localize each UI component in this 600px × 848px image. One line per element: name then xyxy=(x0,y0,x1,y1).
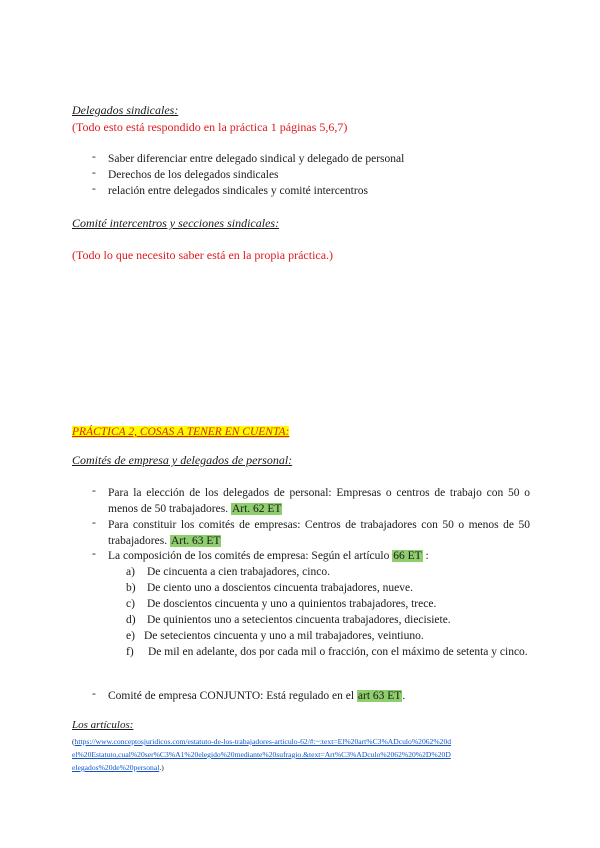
sub-item-text: De doscientos cincuenta y uno a quinientos trabajadores, trece. xyxy=(147,598,437,610)
item-text: Para la elección de los delegados de personal: Empresas o centros de trabajo con 50 o menos de 50 trabajadores. xyxy=(108,487,530,515)
list-item xyxy=(108,688,405,704)
articulos-link-line1[interactable]: https://www.conceptosjuridicos.com/estatuto-de-los-trabajadores-articulo-62/#:~:text=El%20art%C3%ADculo%2062%20d xyxy=(74,737,452,746)
bullet-dash: - xyxy=(92,517,96,529)
section-heading-delegados: Delegados sindicales: xyxy=(72,103,179,117)
sub-item-text: De setecientos cincuenta y uno a mil trabajadores, veintiuno. xyxy=(144,630,424,642)
list-item: Saber diferenciar entre delegado sindical y delegado de personal xyxy=(108,153,405,165)
sub-item-letter: c) xyxy=(126,598,135,610)
section-note: (Todo esto está respondido en la práctica 1 páginas 5,6,7) xyxy=(72,120,348,134)
sub-item-letter: d) xyxy=(126,614,136,626)
paren-open: ( xyxy=(72,737,75,746)
bullet-dash: - xyxy=(92,167,96,179)
sub-item-letter: f) xyxy=(126,646,134,658)
section-heading-comite: Comité intercentros y secciones sindicales: xyxy=(72,216,280,230)
bullet-dash: - xyxy=(92,688,96,700)
articulos-link-line3[interactable]: elegados%20de%20personal xyxy=(72,763,160,772)
bullet-dash: - xyxy=(92,151,96,163)
sub-item-letter: e) xyxy=(126,630,135,642)
articulos-link-block xyxy=(72,734,451,773)
article-ref-badge: Art. 62 ET xyxy=(231,503,282,515)
practica-heading xyxy=(72,422,289,440)
paren-close: .) xyxy=(159,763,164,772)
bullet-dash: - xyxy=(92,485,96,497)
list-item: Derechos de los delegados sindicales xyxy=(108,169,279,181)
item-suffix: . xyxy=(402,690,406,702)
sub-item-text: De quinientos uno a setecientos cincuenta trabajadores, diecisiete. xyxy=(147,614,451,626)
bullet-dash: - xyxy=(92,183,96,195)
practica-heading-text: PRÁCTICA 2, COSAS A TENER EN CUENTA: xyxy=(72,426,290,438)
article-ref-badge: 66 ET xyxy=(393,550,422,562)
bullet-dash: - xyxy=(92,548,96,560)
item-text: Para constituir los comités de empresas: Centros de trabajadores con 50 o menos de 50 trabajadores. xyxy=(108,519,530,547)
list-item xyxy=(108,517,530,549)
sub-item-text: De ciento uno a doscientos cincuenta trabajadores, nueve. xyxy=(147,582,413,594)
articulos-link-line2[interactable]: el%20Estatuto,cual%20ser%C3%A1%20elegido%20mediante%20sufragio.&text=Art%C3%ADculo%2062%20%2D%20D xyxy=(72,750,451,759)
list-item xyxy=(108,485,530,517)
section-note: (Todo lo que necesito saber está en la propia práctica.) xyxy=(72,248,334,262)
sub-item-text: De mil en adelante, dos por cada mil o fracción, con el máximo de setenta y cinco. xyxy=(148,646,528,658)
item-suffix: : xyxy=(425,550,429,562)
article-ref-badge: Art. 63 ET xyxy=(170,535,221,547)
article-ref-badge: art 63 ET xyxy=(357,690,402,702)
sub-item-letter: a) xyxy=(126,566,135,578)
practica-subheading: Comités de empresa y delegados de personal: xyxy=(72,453,293,467)
articulos-heading: Los artículos: xyxy=(72,719,134,731)
item-text: Comité de empresa CONJUNTO: Está regulado en el xyxy=(108,690,355,702)
sub-item-letter: b) xyxy=(126,582,136,594)
sub-item-text: De cincuenta a cien trabajadores, cinco. xyxy=(147,566,330,578)
item-text: La composición de los comités de empresa: Según el artículo xyxy=(108,550,390,562)
list-item: relación entre delegados sindicales y comité intercentros xyxy=(108,185,368,197)
list-item xyxy=(108,548,429,564)
